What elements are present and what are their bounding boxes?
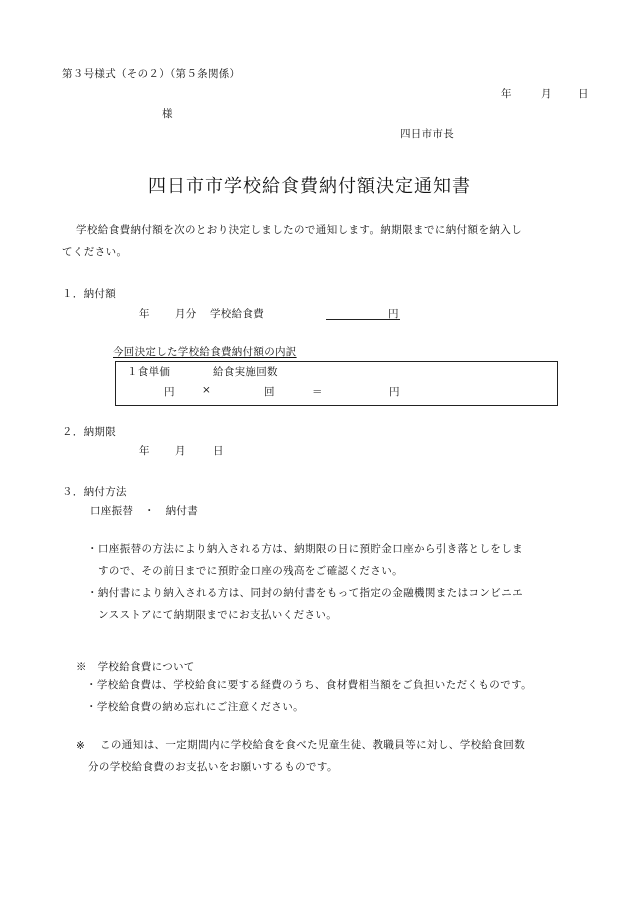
payment-methods: 口座振替 ・ 納付書 — [90, 505, 198, 517]
notice-paragraph — [88, 734, 526, 778]
addressee-suffix: 様 — [162, 108, 173, 120]
issuer-name: 四日市市長 — [400, 128, 454, 140]
total-yen: 円 — [389, 386, 400, 398]
equals-sign: ＝ — [312, 386, 323, 398]
section2-heading: ２．納期限 — [62, 426, 116, 438]
amount-year-label: 年 — [139, 308, 150, 320]
about-fee-item-1: ・学校給食費は、学校給食に要する経費のうち、食材費相当額をご負担いただくものです。 — [86, 679, 533, 691]
note2-line-1: ・納付書により納入される方は、同封の納付書をもって指定の金融機関またはコンビニエ — [87, 587, 523, 599]
unit-price-yen: 円 — [164, 386, 175, 398]
date-year-label: 年 — [501, 88, 512, 100]
breakdown-box — [115, 361, 558, 406]
notice-line-2: 分の学校給食費のお支払いをお願いするものです。 — [88, 761, 338, 773]
amount-item-label: 学校給食費 — [210, 308, 264, 320]
count-header: 給食実施回数 — [213, 366, 278, 378]
note1-line-2: すので、その前日までに預貯金口座の残高をご確認ください。 — [98, 565, 403, 577]
note1-line-1: ・口座振替の方法により納入される方は、納期限の日に預貯金口座から引き落としをしま — [87, 543, 523, 555]
deadline-year-label: 年 — [139, 445, 150, 457]
deadline-month-label: 月 — [175, 445, 186, 457]
payment-notes — [87, 538, 523, 626]
note2-line-2: ンスストアにて納期限までにお支払いください。 — [98, 609, 338, 621]
document-title: 四日市市学校給食費納付額決定通知書 — [148, 176, 471, 197]
count-unit: 回 — [264, 386, 275, 398]
breakdown-title: 今回決定した学校給食費納付額の内訳 — [113, 346, 297, 358]
intro-paragraph — [62, 219, 522, 263]
section3-heading: ３．納付方法 — [62, 486, 127, 498]
notice-line-1: この通知は、一定期間内に学校給食を食べた児童生徒、教職員等に対し、学校給食回数 — [100, 739, 526, 751]
notice-mark: ※ — [76, 740, 86, 752]
section1-heading: １．納付額 — [62, 288, 116, 300]
intro-line-1: 学校給食費納付額を次のとおり決定しましたので通知します。納期限までに納付額を納入し — [76, 224, 523, 236]
date-month-label: 月 — [541, 88, 552, 100]
amount-yen-label: 円 — [388, 308, 399, 320]
amount-month-label: 月分 — [175, 308, 197, 320]
intro-line-2: てください。 — [62, 246, 128, 258]
date-day-label: 日 — [578, 88, 589, 100]
about-fee-heading: ※ 学校給食費について — [76, 661, 195, 673]
form-number: 第３号様式（その２）（第５条関係） — [62, 68, 241, 80]
about-fee-list — [86, 674, 532, 718]
multiply-sign: × — [202, 384, 212, 396]
about-fee-item-2: ・学校給食費の納め忘れにご注意ください。 — [86, 701, 304, 713]
unit-price-header: １食単価 — [127, 366, 171, 378]
deadline-day-label: 日 — [213, 445, 224, 457]
